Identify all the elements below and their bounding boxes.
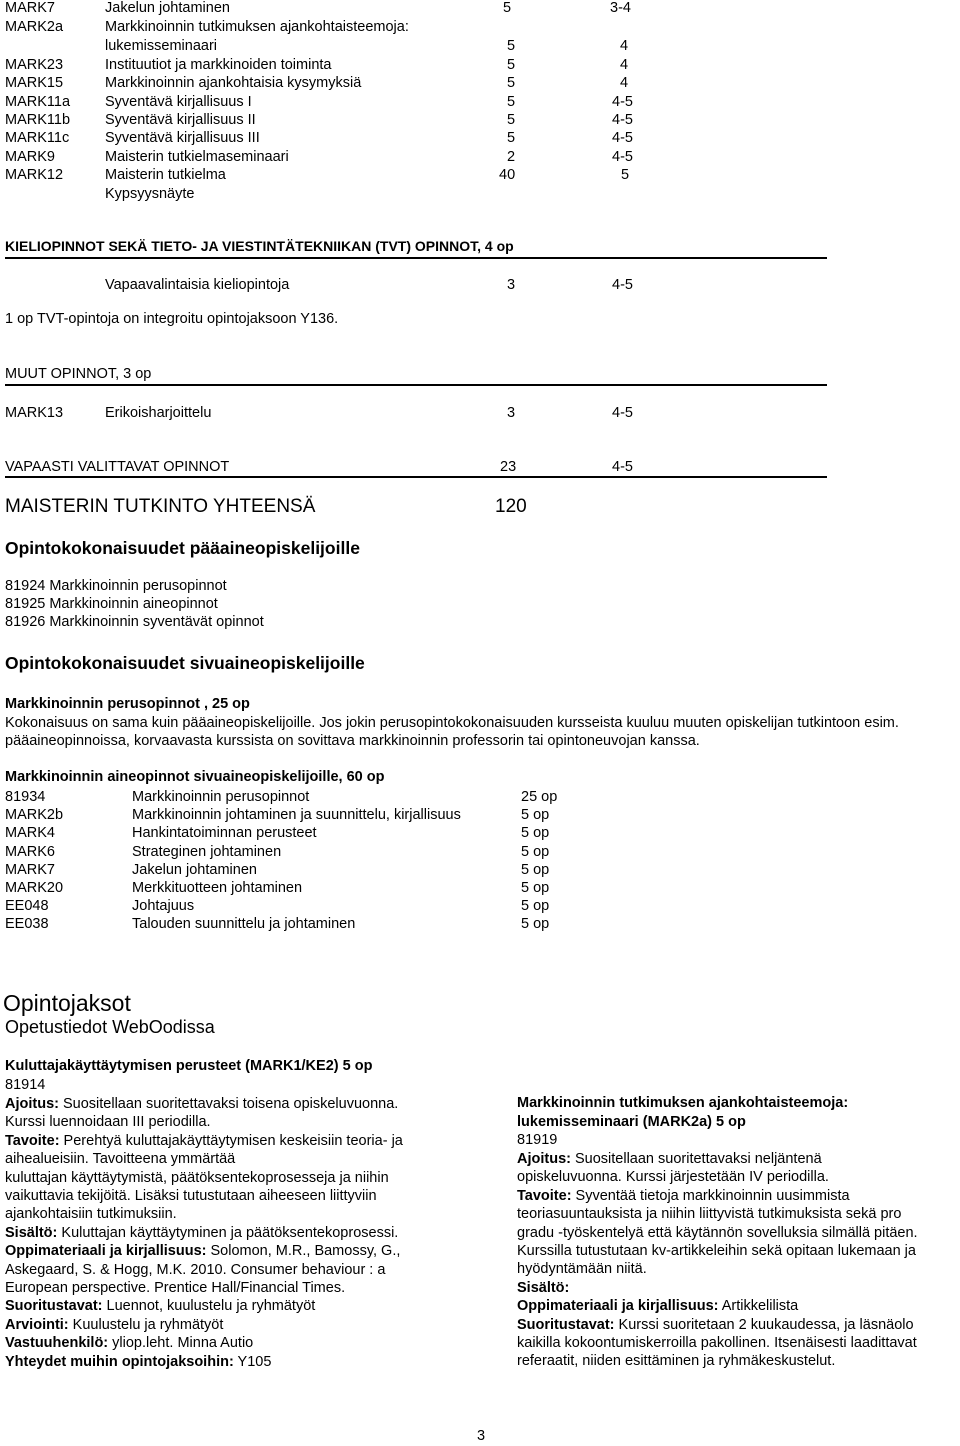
detail-text: Kuulustelu ja ryhmätyöt xyxy=(68,1316,224,1333)
course-name: Syventävä kirjallisuus III xyxy=(105,130,260,146)
course-year: 4-5 xyxy=(612,94,633,110)
course-code: MARK12 xyxy=(5,167,64,183)
perusopinnot-text: Kokonaisuus on sama kuin pääaineopiskelijoille. Jos jokin perusopintokokonaisuuden kursseista kuuluu muuten opiskelijan tutkintoon esim. pääaineopinnoissa, korvaavasta kurssista on sovittava markkinoinnin professorin tai opintoneuvojan kanssa. xyxy=(5,715,899,750)
vapaasti-year: 4-5 xyxy=(612,459,633,475)
detail-text: Artikkelilista xyxy=(718,1298,799,1315)
course-detail-line xyxy=(5,1114,211,1131)
course-name: Jakelun johtaminen xyxy=(105,0,230,16)
course-title: Markkinoinnin tutkimuksen ajankohtaisteemoja: xyxy=(517,1095,849,1111)
detail-label: Sisältö: xyxy=(5,1224,58,1241)
course-detail-line xyxy=(517,1280,569,1297)
course-detail-line xyxy=(5,1225,398,1242)
detail-label: Suoritustavat: xyxy=(517,1316,615,1333)
detail-label: Tavoite: xyxy=(5,1132,60,1149)
course-year: 4-5 xyxy=(612,149,633,165)
course-op: 3 xyxy=(507,405,516,421)
course-op: 5 op xyxy=(521,916,550,932)
course-code: MARK11a xyxy=(5,94,71,110)
section-heading-sivuaine: Opintokokonaisuudet sivuaineopiskelijoille xyxy=(5,653,365,673)
section-heading-muut: MUUT OPINNOT, 3 op xyxy=(5,366,152,382)
detail-label: Oppimateriaali ja kirjallisuus: xyxy=(517,1298,719,1315)
opintojaksot-title: Opintojaksot xyxy=(3,990,131,1016)
course-detail-line xyxy=(517,1188,850,1205)
detail-text: Solomon, M.R., Bamossy, G., xyxy=(206,1243,401,1260)
course-detail-line xyxy=(5,1151,235,1168)
course-op: 5 xyxy=(507,57,516,73)
detail-label: Ajoitus: xyxy=(5,1096,59,1112)
page-number: 3 xyxy=(477,1428,486,1444)
course-op: 5 op xyxy=(521,880,550,896)
section-heading-kieliopinnot: KIELIOPINNOT SEKÄ TIETO- JA VIESTINTÄTEKNIIKAN (TVT) OPINNOT, 4 op xyxy=(5,238,514,254)
course-detail-line xyxy=(5,1280,345,1297)
course-detail-line xyxy=(5,1317,223,1334)
detail-text: opiskeluvuonna. Kurssi järjestetään IV periodilla. xyxy=(517,1169,829,1186)
course-op: 5 op xyxy=(521,898,550,914)
course-name: Syventävä kirjallisuus I xyxy=(105,94,252,110)
perusopinnot-heading: Markkinoinnin perusopinnot , 25 op xyxy=(5,696,250,712)
course-code: MARK15 xyxy=(5,75,64,91)
course-name: Hankintatoiminnan perusteet xyxy=(132,825,317,841)
detail-text: teoriasuuntauksista ja niihin liittyvistä tutkimuksista sekä pro xyxy=(517,1206,902,1223)
course-detail-line xyxy=(517,1317,914,1334)
course-name: Markkinoinnin tutkimuksen ajankohtaisteemoja: xyxy=(105,19,409,35)
course-title-line2: lukemisseminaari (MARK2a) 5 op xyxy=(517,1114,746,1130)
course-name: Jakelun johtaminen xyxy=(132,862,257,878)
course-detail-line xyxy=(5,1133,403,1150)
course-detail-line xyxy=(5,1335,253,1352)
course-detail-line xyxy=(5,1206,177,1223)
course-detail-line xyxy=(5,1188,377,1205)
course-detail-line xyxy=(517,1206,901,1223)
detail-label: Suoritustavat: xyxy=(5,1298,103,1315)
course-name: Maisterin tutkielma xyxy=(105,167,226,183)
course-detail-line xyxy=(5,1243,400,1260)
vapaasti-label: VAPAASTI VALITTAVAT OPINNOT xyxy=(5,459,230,475)
course-code: 81934 xyxy=(5,789,46,805)
section-rule xyxy=(5,257,827,259)
detail-text: Kurssilla tutustutaan kv-artikkeleihin sekä opitaan lukemaan ja xyxy=(517,1243,916,1259)
detail-text: Askegaard, S. & Hogg, M.K. 2010. Consumer behaviour : a xyxy=(5,1261,386,1278)
detail-label: Vastuuhenkilö: xyxy=(5,1335,109,1352)
course-name: Syventävä kirjallisuus II xyxy=(105,112,256,128)
detail-text: Y105 xyxy=(233,1353,272,1370)
detail-text: Kurssi luennoidaan III periodilla. xyxy=(5,1114,211,1131)
course-detail-line xyxy=(5,1096,398,1113)
detail-text: vaikuttavia tekijöitä. Lisäksi tutustutaan aiheeseen liittyviin xyxy=(5,1188,377,1204)
course-detail-line xyxy=(517,1335,917,1352)
course-op: 5 op xyxy=(521,825,550,841)
course-detail-line xyxy=(5,1354,271,1371)
course-name: Talouden suunnittelu ja johtaminen xyxy=(132,916,356,932)
course-op: 2 xyxy=(507,149,516,165)
course-detail-line xyxy=(517,1151,822,1168)
course-code: MARK2a xyxy=(5,19,64,35)
list-item: 81925 Markkinoinnin aineopinnot xyxy=(5,596,218,612)
course-detail-line xyxy=(517,1225,918,1242)
course-code: MARK6 xyxy=(5,844,55,860)
course-name: Strateginen johtaminen xyxy=(132,844,282,860)
course-name: Instituutiot ja markkinoiden toiminta xyxy=(105,57,332,73)
detail-label: Ajoitus: xyxy=(517,1151,571,1167)
detail-text: Suositellaan suoritettavaksi toisena opiskeluvuonna. xyxy=(58,1096,399,1112)
vapaasti-op: 23 xyxy=(500,459,517,475)
total-value: 120 xyxy=(495,496,527,517)
detail-label: Sisältö: xyxy=(517,1279,570,1296)
detail-label: Arviointi: xyxy=(5,1316,69,1333)
course-name: Johtajuus xyxy=(132,898,195,914)
opintojaksot-subtitle: Opetustiedot WebOodissa xyxy=(5,1017,215,1037)
section-rule xyxy=(5,384,827,386)
detail-label: Yhteydet muihin opintojaksoihin: xyxy=(5,1353,234,1370)
detail-text: referaatit, niiden esittäminen ja ryhmäkeskustelut. xyxy=(517,1353,836,1370)
course-year: 4 xyxy=(620,75,629,91)
total-label: MAISTERIN TUTKINTO YHTEENSÄ xyxy=(5,496,316,517)
course-code: MARK11b xyxy=(5,112,71,128)
course-op: 5 xyxy=(507,112,516,128)
course-name: Kypsyysnäyte xyxy=(105,186,195,202)
detail-label: Oppimateriaali ja kirjallisuus: xyxy=(5,1243,207,1260)
course-number: 81919 xyxy=(517,1132,558,1148)
course-name: Markkinoinnin perusopinnot xyxy=(132,789,310,805)
course-name: Erikoisharjoittelu xyxy=(105,405,212,421)
course-code: MARK2b xyxy=(5,807,64,823)
list-item: 81924 Markkinoinnin perusopinnot xyxy=(5,578,227,594)
aineopinnot-heading: Markkinoinnin aineopinnot sivuaineopiskelijoille, 60 op xyxy=(5,769,385,785)
course-code: MARK11c xyxy=(5,130,70,146)
detail-text: yliop.leht. Minna Autio xyxy=(108,1335,254,1352)
course-year: 4 xyxy=(620,57,629,73)
course-code: MARK7 xyxy=(5,862,55,878)
course-detail-line xyxy=(517,1298,798,1315)
course-op: 5 xyxy=(507,94,516,110)
course-detail-line xyxy=(5,1298,315,1315)
course-number: 81914 xyxy=(5,1077,46,1093)
detail-text: hyödyntämään niitä. xyxy=(517,1261,647,1278)
course-op: 5 xyxy=(507,130,516,146)
course-op: 5 xyxy=(507,75,516,91)
course-code: MARK20 xyxy=(5,880,64,896)
course-op: 3 xyxy=(507,277,516,293)
course-code: EE048 xyxy=(5,898,49,914)
detail-text: gradu -työskentelyä että käytännön sovelluksia silmällä pitäen. xyxy=(517,1224,918,1241)
course-year: 3-4 xyxy=(610,0,631,16)
course-name: Merkkituotteen johtaminen xyxy=(132,880,303,896)
detail-text: Luennot, kuulustelu ja ryhmätyöt xyxy=(102,1298,316,1315)
course-year: 4-5 xyxy=(612,130,633,146)
course-year: 5 xyxy=(621,167,630,183)
course-name: lukemisseminaari xyxy=(105,38,218,54)
course-name: Vapaavalintaisia kieliopintoja xyxy=(105,277,290,293)
detail-text: Kuluttajan käyttäytyminen ja päätöksentekoprosessi. xyxy=(57,1224,399,1241)
course-code: MARK9 xyxy=(5,149,55,165)
detail-text: European perspective. Prentice Hall/Financial Times. xyxy=(5,1280,346,1296)
course-detail-line xyxy=(517,1169,829,1186)
course-op: 5 op xyxy=(521,844,550,860)
course-op: 5 op xyxy=(521,862,550,878)
detail-text: ajankohtaisiin tutkimuksiin. xyxy=(5,1206,177,1223)
course-name: Markkinoinnin johtaminen ja suunnittelu, kirjallisuus xyxy=(132,807,461,823)
course-year: 4-5 xyxy=(612,277,633,293)
course-detail-line xyxy=(517,1243,916,1260)
detail-text: kuluttajan käyttäytymistä, päätöksentekoprosesseja ja niihin xyxy=(5,1169,389,1186)
detail-text: Perehtyä kuluttajakäyttäytymisen keskeisiin teoria- ja xyxy=(59,1132,403,1149)
course-op: 5 xyxy=(507,38,516,54)
course-detail-line xyxy=(517,1261,647,1278)
tvt-note: 1 op TVT-opintoja on integroitu opintojaksoon Y136. xyxy=(5,311,339,327)
course-year: 4-5 xyxy=(612,405,633,421)
course-code: MARK13 xyxy=(5,405,64,421)
section-rule xyxy=(5,476,827,478)
course-op: 25 op xyxy=(521,789,558,805)
course-op: 5 xyxy=(503,0,512,16)
list-item: 81926 Markkinoinnin syventävät opinnot xyxy=(5,614,264,630)
detail-text: kaikilla kokoontumiskerroilla pakollinen. Itsenäisesti laadittavat xyxy=(517,1335,917,1351)
detail-label: Tavoite: xyxy=(517,1187,572,1204)
detail-text: Suositellaan suoritettavaksi neljäntenä xyxy=(570,1151,822,1167)
course-code: EE038 xyxy=(5,916,49,932)
course-code: MARK23 xyxy=(5,57,64,73)
detail-text: Kurssi suoritetaan 2 kuukaudessa, ja läsnäolo xyxy=(614,1316,914,1333)
course-op: 40 xyxy=(499,167,516,183)
detail-text: aihealueisiin. Tavoitteena ymmärtää xyxy=(5,1151,236,1168)
course-year: 4-5 xyxy=(612,112,633,128)
course-detail-line xyxy=(517,1353,835,1370)
section-heading-paaaine: Opintokokonaisuudet pääaineopiskelijoille xyxy=(5,538,360,558)
course-title: Kuluttajakäyttäytymisen perusteet (MARK1/KE2) 5 op xyxy=(5,1058,373,1074)
detail-text: Syventää tietoja markkinoinnin uusimmista xyxy=(571,1187,850,1204)
course-code: MARK7 xyxy=(5,0,55,16)
course-name: Maisterin tutkielmaseminaari xyxy=(105,149,289,165)
course-detail-line xyxy=(5,1262,385,1279)
course-op: 5 op xyxy=(521,807,550,823)
course-code: MARK4 xyxy=(5,825,55,841)
course-detail-line xyxy=(5,1170,389,1187)
course-year: 4 xyxy=(620,38,629,54)
course-name: Markkinoinnin ajankohtaisia kysymyksiä xyxy=(105,75,362,91)
